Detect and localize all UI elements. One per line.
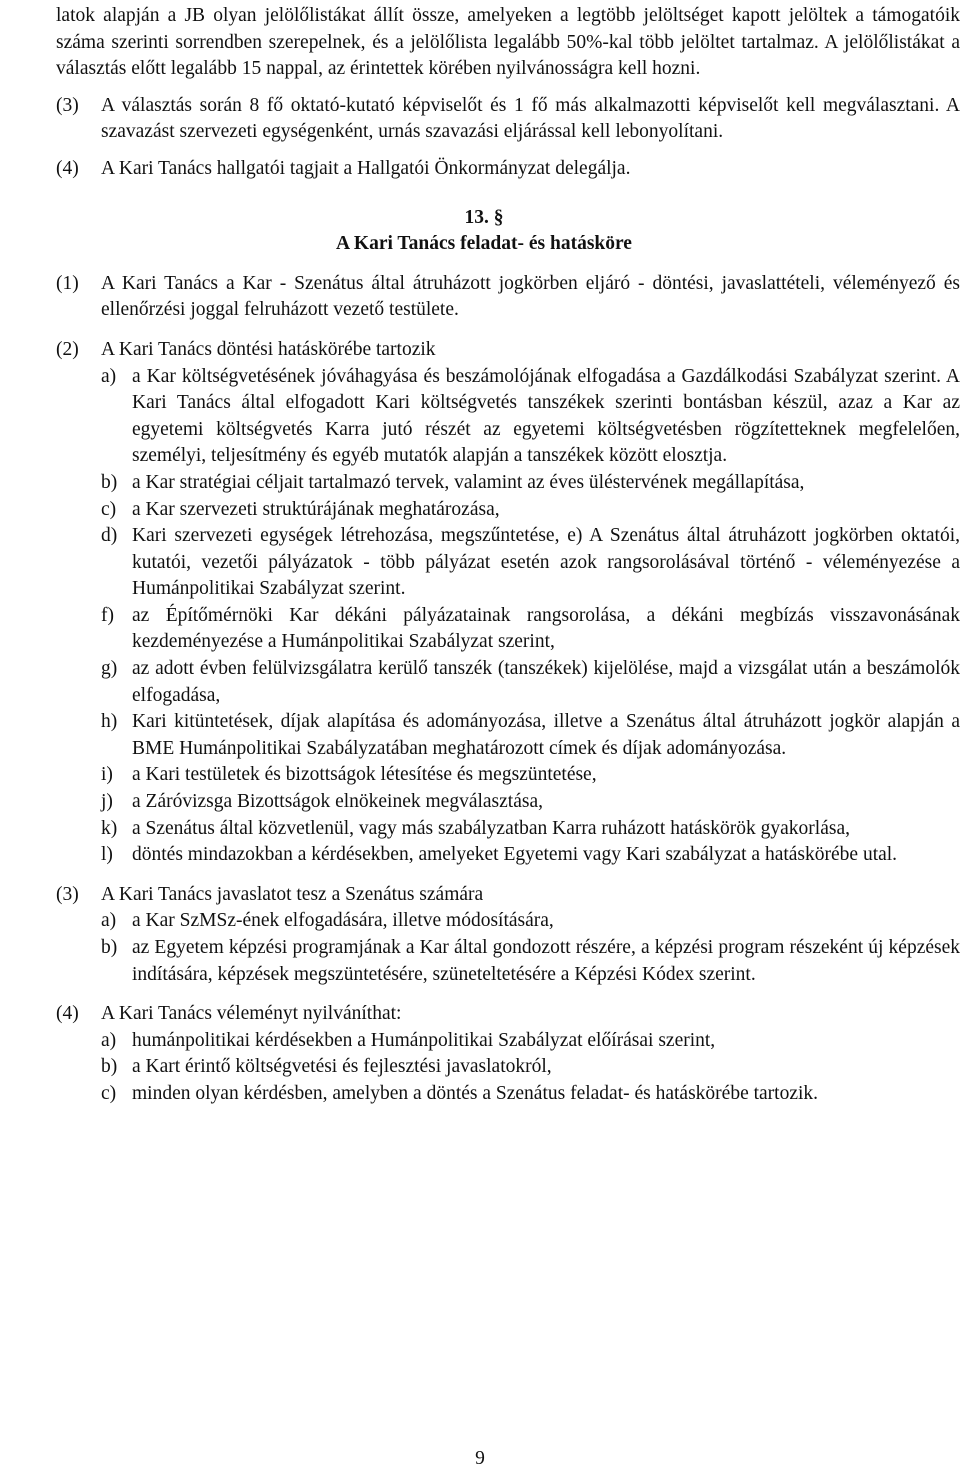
paragraph-text: A Kari Tanács a Kar - Szenátus által átruházott jogkörben eljáró - döntési, javaslattételi, véleményező és ellenőrzési joggal felruházott vezető testülete. [101, 272, 960, 321]
list-item-label: i) [101, 764, 113, 786]
list-item [56, 364, 960, 470]
list-item [56, 1054, 960, 1081]
list-item [56, 656, 960, 709]
list-item-text: az Egyetem képzési programjának a Kar által gondozott részére, a képzési program részeként új képzések indítására, képzések megszüntetésére, szüneteltetésére a Képzési Kódex szerint. [132, 937, 960, 985]
list-item-label: h) [101, 711, 118, 733]
list-item-text: Kari kitüntetések, díjak alapítása és adományozása, illetve a Szenátus által átruházott jogkör alapján a BME Humánpolitikai Szabályzatában meghatározott címek és díjak adományozása. [132, 711, 960, 759]
list-item-text: döntés mindazokban a kérdésekben, amelyeket Egyetemi vagy Kari szabályzat a hatáskörébe utal. [132, 844, 898, 866]
list-item-text: humánpolitikai kérdésekben a Humánpolitikai Szabályzat előírásai szerint, [132, 1029, 716, 1051]
list-item-label: b) [101, 1056, 118, 1078]
list-item-label: b) [101, 937, 118, 958]
list-item-label: c) [101, 498, 117, 520]
list-item-text: az adott évben felülvizsgálatra kerülő tanszék (tanszékek) kijelölése, majd a vizsgálat után a beszámolók elfogadása, [132, 658, 960, 706]
list-item-text: a Szenátus által közvetlenül, vagy más szabályzatban Karra ruházott hatáskörök gyakorlása, [132, 817, 850, 839]
paragraph-number: (2) [56, 338, 79, 360]
paragraph-prev-4 [56, 156, 960, 183]
section-title: A Kari Tanács feladat- és hatásköre [336, 233, 632, 255]
section-number: 13. § [464, 206, 504, 228]
paragraph-3 [56, 882, 960, 909]
list-item-label: c) [101, 1082, 117, 1104]
list-item [56, 1081, 960, 1108]
list-item-label: a) [101, 910, 117, 932]
list-item [56, 789, 960, 816]
paragraph-1 [56, 271, 960, 324]
list-item-label: g) [101, 658, 118, 680]
list-item-text: a Záróvizsga Bizottságok elnökeinek megválasztása, [132, 791, 543, 813]
list-item-text: a Kar SzMSz-ének elfogadására, illetve módosítására, [132, 910, 554, 932]
paragraph-4 [56, 1001, 960, 1028]
paragraph-text: A Kari Tanács hallgatói tagjait a Hallgatói Önkormányzat delegálja. [101, 157, 631, 179]
list-item [56, 1028, 960, 1055]
list-item [56, 908, 960, 935]
list-item [56, 603, 960, 656]
page-number: 9 [475, 1448, 485, 1469]
document-page [56, 3, 960, 1108]
list-item [56, 816, 960, 843]
list-item-text: a Kar költségvetésének jóváhagyása és beszámolójának elfogadása a Gazdálkodási Szabályzat szerint. A Kari Tanács által elfogadott Kari költségvetés tanszékek szerinti bontásban készül, azaz a Kar az egyetemi költségvetés Karra jutó részét az egyetemi költségvetésben rögzítetteknek megfelelően, személyi, teljesítmény és egyéb mutatók alapján a tanszékek között elosztja. [132, 365, 960, 467]
paragraph-number: (3) [56, 883, 79, 905]
list-item-label: b) [101, 471, 118, 493]
paragraph-text: A választás során 8 fő oktató-kutató képviselőt és 1 fő más alkalmazotti képviselőt kell megválasztani. A szavazást szervezeti egységenként, urnás szavazási eljárással kell lebonyolítani. [101, 94, 960, 143]
list-item-text: a Kart érintő költségvetési és fejlesztési javaslatokról, [132, 1056, 552, 1078]
paragraph-4-list [56, 1028, 960, 1108]
list-item [56, 497, 960, 524]
list-item-label: k) [101, 817, 118, 839]
list-item-text: az Építőmérnöki Kar dékáni pályázatainak rangsorolása, a dékáni megbízás visszavonásának kezdeményezése a Humánpolitikai Szabályzat szerint, [132, 604, 960, 653]
paragraph-number: (3) [56, 94, 79, 116]
list-item [56, 935, 960, 988]
list-item [56, 709, 960, 762]
list-item-text: minden olyan kérdésben, amelyben a döntés a Szenátus feladat- és hatáskörébe tartozik. [132, 1082, 819, 1104]
list-item-label: d) [101, 525, 118, 547]
list-item-label: j) [101, 791, 113, 813]
intro-paragraph: latok alapján a JB olyan jelölőlistákat állít össze, amelyeken a legtöbb jelöltséget kapott jelöltek a támogatóik száma szerinti sorrendben szerepelnek, és a jelölőlista legalább 50%-kal több jelöltet tartalmaz. A jelölőlistákat a választás előtt legalább 15 nappal, az érintettek körében nyilvánosságra kell hozni. [56, 5, 960, 80]
list-item-label: f) [101, 604, 114, 626]
list-item-text: Kari szervezeti egységek létrehozása, megszűntetése, e) A Szenátus által átruházott jogkörben oktatói, kutatói, vezetői pályázatok - több pályázat esetén azok rangsorolásával történő - véleményezése a Humánpolitikai Szabályzat szerint. [132, 525, 960, 600]
paragraph-text: A Kari Tanács véleményt nyilváníthat: [101, 1003, 402, 1025]
list-item-label: a) [101, 365, 117, 387]
list-item-text: a Kar szervezeti struktúrájának meghatározása, [132, 498, 500, 520]
paragraph-number: (1) [56, 272, 79, 294]
list-item [56, 842, 960, 869]
list-item [56, 523, 960, 603]
paragraph-text: A Kari Tanács javaslatot tesz a Szenátus számára [101, 883, 484, 905]
paragraph-number: (4) [56, 157, 79, 179]
list-item-label: l) [101, 844, 113, 866]
paragraph-text: A Kari Tanács döntési hatáskörébe tartozik [101, 338, 436, 360]
list-item-label: a) [101, 1029, 117, 1051]
paragraph-2-list [56, 364, 960, 869]
paragraph-3-list [56, 908, 960, 988]
paragraph-number: (4) [56, 1003, 79, 1025]
list-item [56, 470, 960, 497]
list-item-text: a Kar stratégiai céljait tartalmazó tervek, valamint az éves üléstervének megállapítása, [132, 471, 805, 493]
paragraph-prev-3 [56, 93, 960, 146]
paragraph-2 [56, 337, 960, 364]
list-item [56, 762, 960, 789]
list-item-text: a Kari testületek és bizottságok létesítése és megszüntetése, [132, 764, 597, 786]
